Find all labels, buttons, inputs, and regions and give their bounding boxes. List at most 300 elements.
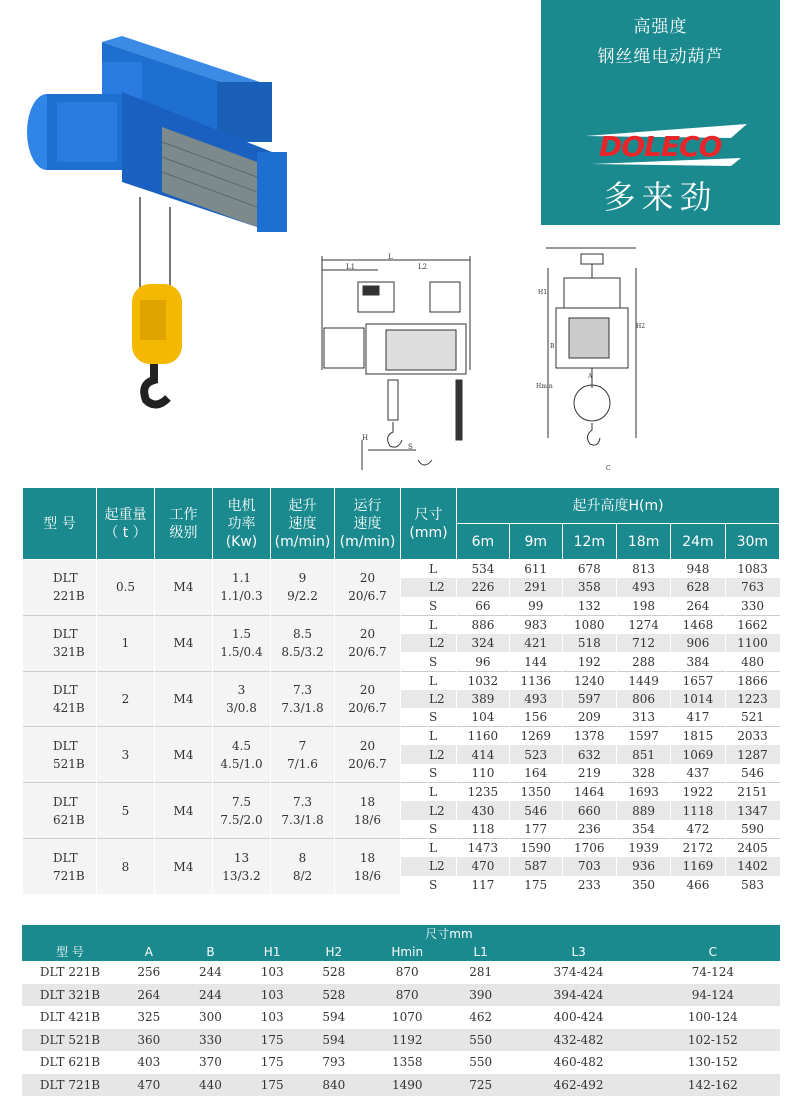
cell-dim-model: DLT 721B: [22, 1074, 118, 1097]
th-travel-l1: 运行: [353, 497, 382, 514]
hoist-photo: [22, 32, 302, 412]
cell-lift-speed-range: 7/1.6: [287, 756, 318, 771]
cell-height-value: 886: [457, 615, 510, 634]
cell-height-value: 480: [725, 652, 779, 671]
cell-height-value: 175: [509, 876, 562, 895]
cell-height-value: 291: [509, 578, 562, 597]
label-L2: L2: [418, 263, 428, 271]
cell-height-value: 313: [616, 708, 670, 727]
spec-table: [22, 487, 780, 894]
cell-height-value: 110: [457, 764, 510, 783]
cell-power-main: 7.5: [231, 794, 252, 809]
cell-dim-label: L: [401, 560, 457, 579]
th-dim-col: L3: [511, 943, 645, 961]
cell-height-value: 1402: [725, 857, 779, 876]
cell-height-value: 1866: [725, 671, 779, 690]
dimension-table: [22, 925, 780, 1096]
label-H2: H2: [636, 323, 646, 330]
cell-dim-value: 1070: [365, 1006, 450, 1029]
cell-power-main: 1.1: [231, 571, 252, 586]
cell-height-value: 437: [671, 764, 725, 783]
cell-dim-label: L: [401, 727, 457, 746]
th-dims-l1: 尺寸: [414, 506, 443, 523]
brand-title-line2: 钢丝绳电动葫芦: [597, 47, 724, 67]
cell-height-value: 1240: [562, 671, 616, 690]
cell-dim-model: DLT 221B: [22, 961, 118, 984]
cell-class: M4: [155, 671, 213, 727]
cell-dim-value: 594: [303, 1029, 365, 1052]
cell-dim-value: 103: [241, 984, 303, 1007]
cell-power: [213, 671, 271, 727]
cell-height-value: 1473: [457, 838, 510, 857]
cell-travel-speed-main: 20: [359, 571, 376, 586]
cell-height-value: 384: [671, 652, 725, 671]
cell-dim-label: L: [401, 838, 457, 857]
cell-lift-speed: [271, 783, 335, 839]
th-dim-col: C: [646, 943, 780, 961]
cell-dim-value: 175: [241, 1029, 303, 1052]
cell-height-value: 806: [616, 690, 670, 709]
cell-dim-value: 550: [450, 1051, 512, 1074]
cell-power-range: 13/3.2: [222, 868, 261, 883]
cell-dim-value: 142-162: [646, 1074, 780, 1097]
cell-dim-value: 74-124: [646, 961, 780, 984]
th-capacity-l1: 起重量: [104, 506, 147, 523]
cell-dim-value: 462-492: [511, 1074, 645, 1097]
label-H1: H1: [538, 289, 548, 296]
cell-dim-label: S: [401, 652, 457, 671]
cell-dim-value: 1490: [365, 1074, 450, 1097]
cell-power-main: 4.5: [231, 738, 252, 753]
cell-class: M4: [155, 560, 213, 616]
cell-height-value: 590: [725, 820, 779, 839]
cell-height-value: 703: [562, 857, 616, 876]
cell-lift-speed: [271, 838, 335, 894]
cell-height-value: 936: [616, 857, 670, 876]
cell-dim-label: S: [401, 876, 457, 895]
table-row: [22, 1074, 780, 1097]
cell-power-main: 3: [237, 682, 246, 697]
cell-height-value: 518: [562, 634, 616, 653]
cell-lift-speed-main: 9: [298, 571, 307, 586]
cell-power-range: 3/0.8: [226, 700, 257, 715]
cell-dim-value: 300: [180, 1006, 242, 1029]
cell-travel-speed-range: 20/6.7: [348, 645, 387, 660]
th-travel-l2: 速度: [353, 515, 382, 532]
th-lift-l1: 起升: [288, 497, 317, 514]
th-travel-speed: [335, 488, 401, 560]
th-capacity-l2: （ t ）: [104, 524, 147, 541]
th-power: [213, 488, 271, 560]
cell-height-value: 521: [725, 708, 779, 727]
cell-dim-value: 370: [180, 1051, 242, 1074]
cell-height-value: 712: [616, 634, 670, 653]
th-lift-l3: (m/min): [274, 533, 331, 550]
cell-capacity: 1: [97, 615, 155, 671]
cell-travel-speed: [335, 783, 401, 839]
cell-lift-speed-main: 8.5: [292, 627, 313, 642]
table-row: [23, 838, 780, 857]
cell-power-main: 1.5: [231, 627, 252, 642]
cell-height-value: 1069: [671, 745, 725, 764]
cell-height-value: 156: [509, 708, 562, 727]
cell-dim-value: 103: [241, 961, 303, 984]
cell-height-value: 983: [509, 615, 562, 634]
cell-lift-speed-main: 7.3: [292, 794, 313, 809]
cell-power-range: 4.5/1.0: [220, 756, 263, 771]
th-lift-height: 起升高度H(m): [457, 488, 780, 524]
cell-height-value: 1080: [562, 615, 616, 634]
cell-travel-speed: [335, 727, 401, 783]
cell-dim-value: 102-152: [646, 1029, 780, 1052]
cell-power: [213, 727, 271, 783]
cell-height-value: 118: [457, 820, 510, 839]
cell-height-value: 1014: [671, 690, 725, 709]
cell-height-value: 534: [457, 560, 510, 579]
cell-dim-value: 403: [118, 1051, 180, 1074]
cell-height-value: 354: [616, 820, 670, 839]
cell-capacity: 8: [97, 838, 155, 894]
cell-dim-value: 244: [180, 961, 242, 984]
th-height: 6m: [457, 524, 510, 560]
front-drawing: [318, 250, 478, 480]
cell-dim-value: 100-124: [646, 1006, 780, 1029]
th-capacity: [97, 488, 155, 560]
cell-height-value: 330: [725, 597, 779, 616]
cell-dim-value: 360: [118, 1029, 180, 1052]
cell-height-value: 2033: [725, 727, 779, 746]
cell-lift-speed-main: 7: [298, 738, 307, 753]
th-dim-col: Hmin: [365, 943, 450, 961]
th-height: 24m: [671, 524, 725, 560]
cell-height-value: 209: [562, 708, 616, 727]
cell-power-range: 7.5/2.0: [220, 812, 263, 827]
cell-lift-speed-range: 9/2.2: [287, 589, 318, 604]
dim-caption: 尺寸mm: [425, 927, 473, 941]
th-height: 9m: [509, 524, 562, 560]
cell-height-value: 219: [562, 764, 616, 783]
cell-height-value: 233: [562, 876, 616, 895]
cell-lift-speed-range: 7.3/1.8: [281, 812, 324, 827]
cell-dim-label: L: [401, 615, 457, 634]
cell-height-value: 493: [509, 690, 562, 709]
brand-chinese-name: 多来劲: [603, 178, 718, 216]
cell-height-value: 1100: [725, 634, 779, 653]
cell-height-value: 889: [616, 801, 670, 820]
th-dim-caption: [118, 925, 780, 943]
cell-lift-speed: [271, 671, 335, 727]
th-dim-col: B: [180, 943, 242, 961]
cell-height-value: 523: [509, 745, 562, 764]
cell-height-value: 1118: [671, 801, 725, 820]
cell-height-value: 417: [671, 708, 725, 727]
cell-height-value: 1590: [509, 838, 562, 857]
cell-dim-value: 594: [303, 1006, 365, 1029]
cell-dim-label: S: [401, 820, 457, 839]
cell-height-value: 2151: [725, 783, 779, 802]
cell-height-value: 1160: [457, 727, 510, 746]
cell-dim-value: 460-482: [511, 1051, 645, 1074]
cell-height-value: 583: [725, 876, 779, 895]
cell-travel-speed-range: 20/6.7: [348, 700, 387, 715]
cell-height-value: 1223: [725, 690, 779, 709]
cell-dim-value: 374-424: [511, 961, 645, 984]
cell-lift-speed-range: 8.5/3.2: [281, 645, 324, 660]
label-A: A: [588, 373, 593, 380]
cell-dim-model: DLT 321B: [22, 984, 118, 1007]
th-dim-model: 型 号: [22, 943, 118, 961]
cell-dim-value: 325: [118, 1006, 180, 1029]
cell-travel-speed-range: 18/6: [354, 812, 381, 827]
cell-dim-value: 432-482: [511, 1029, 645, 1052]
cell-travel-speed-main: 18: [359, 850, 376, 865]
cell-travel-speed-main: 20: [359, 627, 376, 642]
cell-height-value: 104: [457, 708, 510, 727]
cell-height-value: 628: [671, 578, 725, 597]
brand-panel: [541, 0, 780, 225]
th-dim-col: A: [118, 943, 180, 961]
cell-height-value: 1083: [725, 560, 779, 579]
table-row: [22, 1051, 780, 1074]
cell-height-value: 1706: [562, 838, 616, 857]
th-dim-col: L1: [450, 943, 512, 961]
cell-height-value: 813: [616, 560, 670, 579]
cell-dim-label: L2: [401, 634, 457, 653]
cell-height-value: 678: [562, 560, 616, 579]
cell-height-value: 1350: [509, 783, 562, 802]
label-H: H: [362, 434, 369, 442]
cell-height-value: 99: [509, 597, 562, 616]
cell-dim-value: 264: [118, 984, 180, 1007]
cell-dim-label: L2: [401, 857, 457, 876]
cell-travel-speed-main: 20: [359, 738, 376, 753]
cell-dim-label: L: [401, 671, 457, 690]
cell-dim-value: 528: [303, 984, 365, 1007]
cell-height-value: 414: [457, 745, 510, 764]
cell-class: M4: [155, 615, 213, 671]
cell-dim-model: DLT 521B: [22, 1029, 118, 1052]
cell-height-value: 66: [457, 597, 510, 616]
label-L1: L1: [346, 263, 356, 271]
cell-dim-label: S: [401, 708, 457, 727]
cell-height-value: 597: [562, 690, 616, 709]
table-row: [23, 783, 780, 802]
label-B: B: [550, 343, 555, 350]
cell-height-value: 1032: [457, 671, 510, 690]
cell-dim-value: 330: [180, 1029, 242, 1052]
table-row: [23, 727, 780, 746]
cell-height-value: 632: [562, 745, 616, 764]
cell-lift-speed: [271, 615, 335, 671]
cell-height-value: 1922: [671, 783, 725, 802]
cell-lift-speed-range: 7.3/1.8: [281, 700, 324, 715]
cell-height-value: 132: [562, 597, 616, 616]
cell-height-value: 466: [671, 876, 725, 895]
cell-height-value: 1378: [562, 727, 616, 746]
cell-dim-label: L2: [401, 690, 457, 709]
cell-height-value: 546: [509, 801, 562, 820]
cell-height-value: 389: [457, 690, 510, 709]
cell-height-value: 1939: [616, 838, 670, 857]
table-row: [22, 961, 780, 984]
cell-dim-label: L2: [401, 578, 457, 597]
cell-height-value: 906: [671, 634, 725, 653]
cell-travel-speed-range: 20/6.7: [348, 589, 387, 604]
cell-power: [213, 560, 271, 616]
cell-height-value: 1449: [616, 671, 670, 690]
th-dim-col: H2: [303, 943, 365, 961]
cell-power: [213, 615, 271, 671]
cell-capacity: 3: [97, 727, 155, 783]
cell-height-value: 144: [509, 652, 562, 671]
cell-dim-value: 870: [365, 984, 450, 1007]
cell-height-value: 1269: [509, 727, 562, 746]
cell-dim-value: 528: [303, 961, 365, 984]
th-height: 12m: [562, 524, 616, 560]
cell-dim-value: 94-124: [646, 984, 780, 1007]
cell-lift-speed-main: 8: [298, 850, 307, 865]
doleco-logo: [581, 118, 751, 178]
cell-height-value: 236: [562, 820, 616, 839]
cell-dim-value: 462: [450, 1006, 512, 1029]
cell-dim-model: DLT 421B: [22, 1006, 118, 1029]
cell-height-value: 1657: [671, 671, 725, 690]
th-travel-l3: (m/min): [339, 533, 396, 550]
cell-height-value: 2405: [725, 838, 779, 857]
cell-capacity: 5: [97, 783, 155, 839]
cell-height-value: 192: [562, 652, 616, 671]
cell-power: [213, 783, 271, 839]
cell-dim-value: 103: [241, 1006, 303, 1029]
cell-height-value: 587: [509, 857, 562, 876]
cell-height-value: 430: [457, 801, 510, 820]
cell-height-value: 1347: [725, 801, 779, 820]
cell-power-range: 1.1/0.3: [220, 589, 263, 604]
th-power-l1: 电机: [227, 497, 256, 514]
cell-class: M4: [155, 727, 213, 783]
cell-class: M4: [155, 838, 213, 894]
cell-height-value: 288: [616, 652, 670, 671]
cell-dim-value: 470: [118, 1074, 180, 1097]
cell-travel-speed: [335, 838, 401, 894]
cell-height-value: 1693: [616, 783, 670, 802]
cell-height-value: 763: [725, 578, 779, 597]
label-S: S: [408, 443, 413, 451]
cell-dim-label: L2: [401, 801, 457, 820]
cell-travel-speed-range: 18/6: [354, 868, 381, 883]
cell-height-value: 164: [509, 764, 562, 783]
cell-dim-value: 256: [118, 961, 180, 984]
cell-height-value: 226: [457, 578, 510, 597]
cell-power-main: 13: [233, 850, 250, 865]
logo-text: DOLECO: [599, 130, 722, 163]
cell-dim-value: 175: [241, 1051, 303, 1074]
cell-dim-value: 244: [180, 984, 242, 1007]
cell-height-value: 264: [671, 597, 725, 616]
cell-dim-label: L: [401, 783, 457, 802]
table-row: [22, 1029, 780, 1052]
cell-model: DLT 521B: [23, 727, 97, 783]
table-row: [22, 1006, 780, 1029]
side-drawing: [536, 238, 646, 478]
cell-lift-speed: [271, 560, 335, 616]
cell-model: DLT 221B: [23, 560, 97, 616]
cell-height-value: 1287: [725, 745, 779, 764]
cell-height-value: 1136: [509, 671, 562, 690]
cell-dim-label: S: [401, 764, 457, 783]
cell-class: M4: [155, 783, 213, 839]
cell-model: DLT 621B: [23, 783, 97, 839]
cell-height-value: 1169: [671, 857, 725, 876]
cell-height-value: 1464: [562, 783, 616, 802]
cell-height-value: 117: [457, 876, 510, 895]
th-power-l3: (Kw): [225, 533, 258, 550]
cell-height-value: 1274: [616, 615, 670, 634]
cell-height-value: 2172: [671, 838, 725, 857]
cell-height-value: 660: [562, 801, 616, 820]
cell-dim-value: 1192: [365, 1029, 450, 1052]
table-row: [23, 560, 780, 579]
cell-height-value: 350: [616, 876, 670, 895]
cell-height-value: 1235: [457, 783, 510, 802]
table-row: [23, 615, 780, 634]
th-height: 18m: [616, 524, 670, 560]
cell-travel-speed-range: 20/6.7: [348, 756, 387, 771]
cell-model: DLT 721B: [23, 838, 97, 894]
cell-dim-label: S: [401, 597, 457, 616]
cell-travel-speed: [335, 671, 401, 727]
cell-dim-label: L2: [401, 745, 457, 764]
label-L: L: [388, 253, 393, 261]
cell-height-value: 1815: [671, 727, 725, 746]
cell-height-value: 96: [457, 652, 510, 671]
cell-height-value: 1468: [671, 615, 725, 634]
cell-height-value: 1662: [725, 615, 779, 634]
cell-lift-speed: [271, 727, 335, 783]
cell-dim-value: 130-152: [646, 1051, 780, 1074]
cell-lift-speed-main: 7.3: [292, 682, 313, 697]
cell-capacity: 0.5: [97, 560, 155, 616]
th-height: 30m: [725, 524, 779, 560]
cell-travel-speed: [335, 615, 401, 671]
th-lift-speed: [271, 488, 335, 560]
cell-dim-value: 400-424: [511, 1006, 645, 1029]
cell-travel-speed-main: 18: [359, 794, 376, 809]
cell-dim-value: 394-424: [511, 984, 645, 1007]
cell-dim-value: 175: [241, 1074, 303, 1097]
th-class-l1: 工作: [169, 506, 198, 523]
label-C: C: [606, 465, 611, 472]
brand-title-line1: 高强度: [633, 17, 688, 37]
cell-dim-value: 725: [450, 1074, 512, 1097]
cell-height-value: 546: [725, 764, 779, 783]
cell-model: DLT 421B: [23, 671, 97, 727]
th-class: [155, 488, 213, 560]
cell-dim-value: 390: [450, 984, 512, 1007]
cell-height-value: 421: [509, 634, 562, 653]
cell-height-value: 493: [616, 578, 670, 597]
cell-dim-value: 793: [303, 1051, 365, 1074]
cell-height-value: 1597: [616, 727, 670, 746]
cell-height-value: 948: [671, 560, 725, 579]
label-Hmin: Hmin: [536, 383, 553, 390]
cell-height-value: 177: [509, 820, 562, 839]
th-lift-l2: 速度: [288, 515, 317, 532]
cell-power-range: 1.5/0.4: [220, 645, 263, 660]
cell-dim-value: 840: [303, 1074, 365, 1097]
cell-dim-model: DLT 621B: [22, 1051, 118, 1074]
th-dims-l2: (mm): [409, 524, 448, 541]
